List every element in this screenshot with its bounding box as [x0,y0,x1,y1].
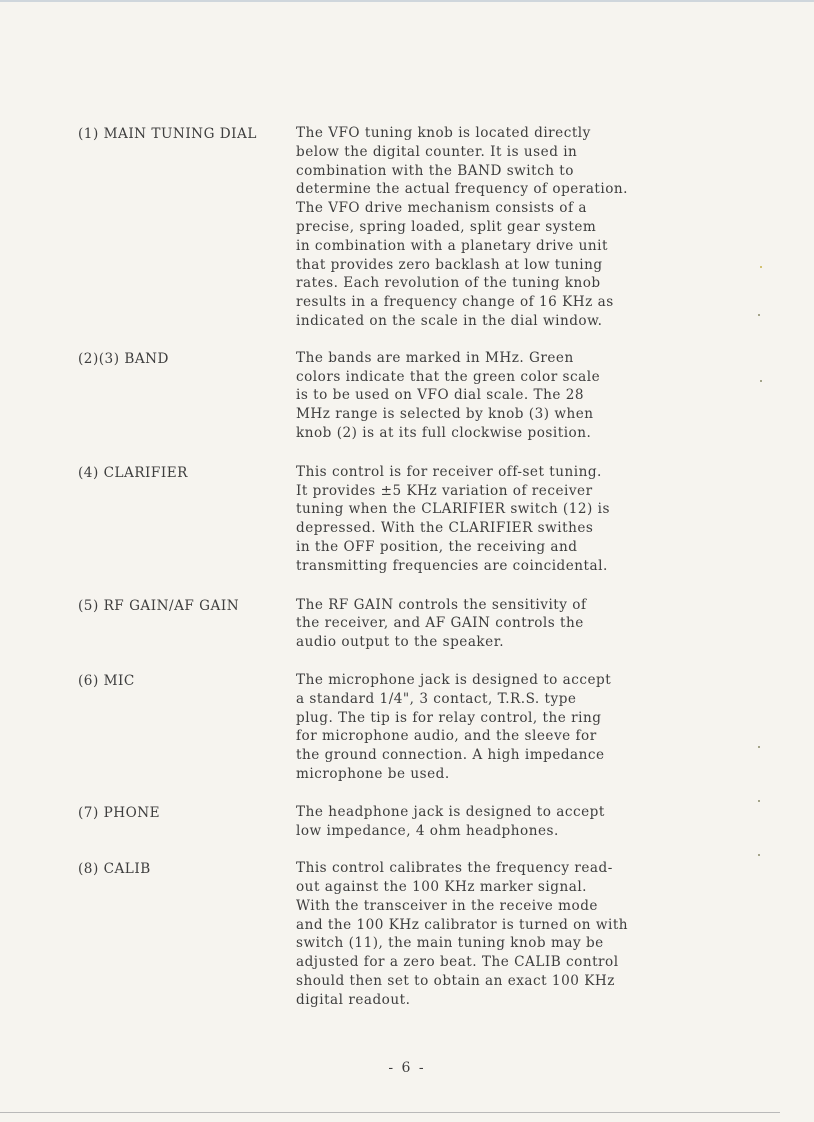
paper-speck [760,380,762,382]
entry-term: (6) MIC [78,672,135,689]
description-line: The microphone jack is designed to accept [296,671,612,688]
entry-band [78,349,678,443]
description-line: The VFO drive mechanism consists of a [296,200,587,217]
entry-description [296,463,678,576]
paper-speck [758,314,760,316]
entry-description [296,671,678,784]
description-line: MHz range is selected by knob (3) when [296,406,594,423]
entry-main-tuning-dial [78,124,678,331]
description-line: out against the 100 KHz marker signal. [296,879,587,896]
description-line: digital readout. [296,991,411,1008]
entry-description [296,124,678,331]
entry-mic [78,671,678,784]
description-line: indicated on the scale in the dial window. [296,312,603,329]
paper-speck [758,854,760,856]
entry-description [296,349,678,443]
description-line: plug. The tip is for relay control, the ring [296,709,602,726]
description-line: microphone be used. [296,765,450,782]
page-number: - 6 - [388,1060,426,1076]
description-line: This control is for receiver off-set tuning. [296,463,602,480]
entry-clarifier [78,463,678,576]
description-line: transmitting frequencies are coincidental. [296,557,608,574]
description-line: The headphone jack is designed to accept [296,803,605,820]
entry-term: (8) CALIB [78,861,151,878]
description-line: results in a frequency change of 16 KHz as [296,294,614,311]
description-line: switch (11), the main tuning knob may be [296,935,604,952]
description-line: determine the actual frequency of operation. [296,181,628,198]
description-line: adjusted for a zero beat. The CALIB control [296,954,619,971]
description-line: for microphone audio, and the sleeve for [296,728,597,745]
description-line: the ground connection. A high impedance [296,747,605,764]
entry-calib [78,859,678,1009]
description-line: in combination with a planetary drive unit [296,237,608,254]
entry-description [296,596,678,652]
description-line: combination with the BAND switch to [296,162,574,179]
description-line: The bands are marked in MHz. Green [296,349,574,366]
description-line: It provides ±5 KHz variation of receiver [296,482,593,499]
entry-rf-af-gain [78,596,678,652]
bottom-edge-line [0,1112,780,1113]
description-line: With the transceiver in the receive mode [296,897,598,914]
description-line: precise, spring loaded, split gear system [296,218,597,235]
paper-speck [760,266,762,268]
top-edge-line [0,0,814,2]
description-line: rates. Each revolution of the tuning knob [296,275,601,292]
entry-term: (7) PHONE [78,804,161,821]
entry-term: (5) RF GAIN/AF GAIN [78,597,240,614]
description-line: depressed. With the CLARIFIER swithes [296,520,594,537]
paper-speck [758,800,760,802]
entry-term: (4) CLARIFIER [78,464,188,481]
description-line: below the digital counter. It is used in [296,143,578,160]
description-line: knob (2) is at its full clockwise position. [296,424,592,441]
paper-speck [758,746,760,748]
description-line: that provides zero backlash at low tuning [296,256,603,273]
description-line: tuning when the CLARIFIER switch (12) is [296,501,610,518]
description-line: This control calibrates the frequency read- [296,860,613,877]
entry-term: (1) MAIN TUNING DIAL [78,126,257,142]
description-line: The RF GAIN controls the sensitivity of [296,596,587,613]
entry-phone [78,803,678,841]
entry-description [296,859,678,1009]
description-line: is to be used on VFO dial scale. The 28 [296,387,584,404]
description-line: colors indicate that the green color scale [296,368,601,385]
description-line: audio output to the speaker. [296,634,505,651]
entry-description [296,803,678,841]
description-line: the receiver, and AF GAIN controls the [296,615,584,632]
description-line: and the 100 KHz calibrator is turned on with [296,916,629,933]
description-line: in the OFF position, the receiving and [296,538,578,555]
controls-description-list [78,124,678,1010]
description-line: should then set to obtain an exact 100 KHz [296,973,615,990]
description-line: a standard 1/4", 3 contact, T.R.S. type [296,690,577,707]
description-line: The VFO tuning knob is located directly [296,125,591,141]
description-line: low impedance, 4 ohm headphones. [296,822,559,839]
entry-term: (2)(3) BAND [78,350,169,367]
